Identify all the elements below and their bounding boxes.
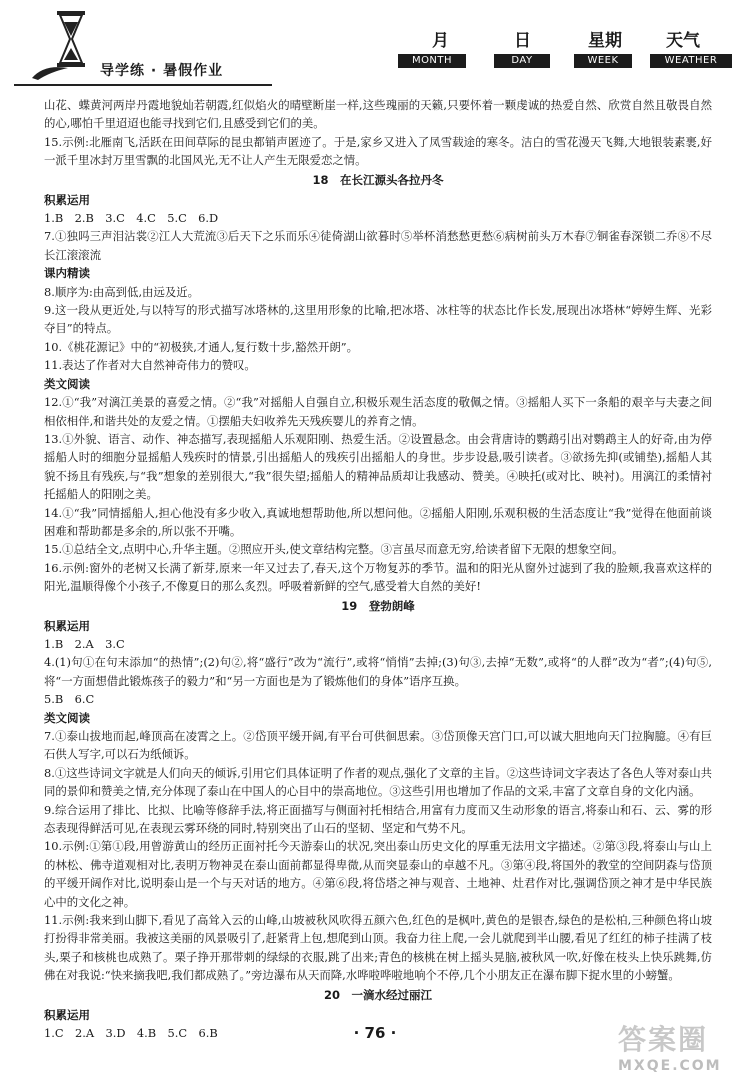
answer-paragraph: 11.表达了作者对大自然神奇伟力的赞叹。: [44, 358, 256, 373]
answer-paragraph: 1.C 2.A 3.D 4.B 5.C 6.B: [44, 1026, 218, 1041]
answer-content: [44, 96, 712, 1043]
section-heading: 类文阅读: [44, 376, 90, 391]
chapter-heading: 19 登勃朗峰: [341, 598, 415, 613]
month-label: 月: [432, 31, 449, 51]
answer-paragraph: 10.《桃花源记》中的“初极狭,才通人,复行数十步,豁然开朗”。: [44, 339, 359, 354]
answer-paragraph: 7.①独吗三声泪沾裳②江人大荒流③后天下之乐而乐④徒倚湖山欲暮时⑤举杯消愁愁更愁⑥病树前头万木春⑦铜雀春深锁二乔⑧不尽长江滚滚流: [44, 229, 712, 262]
answer-paragraph: 12.①“我”对漓江美景的喜爱之情。②“我”对摇船人自强自立,积极乐观生活态度的敬佩之情。③摇船人买下一条船的艰辛与夫妻之间相依相伴,和谐共处的友爱之情。①摆船夫妇收养先天残疾婴儿的养育之情。: [44, 395, 712, 428]
month-en: MONTH: [398, 54, 466, 68]
answer-paragraph: 11.示例:我来到山脚下,看见了高耸入云的山峰,山坡被秋风吹得五颜六色,红色的是枫叶,黄色的是银杏,绿色的是松柏,三种颜色将山坡打扮得非常美丽。我被这美丽的风景吸引了,赶紧背上包,想爬到山顶。我奋力往上爬,一会儿就爬到半山腰,看见了红红的柿子挂满了枝头,栗子和核桃也成熟了。栗子挣开那带刺的绿绿的衣服,跳了出来;青色的核桃在树上摇头晃脑,被秋风一吹,好像在枝头上快乐跳舞,仿佛在对我说:“快来摘我吧,我们都成熟了。”旁边瀑布从天而降,水哗啦哗啦地响个不停,几个小朋友正在瀑布脚下捉水里的小螃蟹。: [44, 913, 712, 983]
section-heading: 积累运用: [44, 618, 90, 633]
leaf-swoosh-icon: [30, 62, 70, 82]
watermark-url: MXQE.COM: [618, 1058, 722, 1074]
answer-paragraph: 15.示例:北雁南飞,活跃在田间草际的昆虫都销声匿迹了。于是,家乡又进入了凤雪载途的寒冬。洁白的雪花漫天飞舞,大地银装素裹,好一派千里冰封万里雪飘的北国风光,无不让人产生无限爱恋之情。: [44, 134, 712, 168]
answer-paragraph: 1.B 2.B 3.C 4.C 5.C 6.D: [44, 211, 219, 226]
answer-paragraph: 8.①这些诗词文字就是人们向天的倾诉,引用它们具体证明了作者的观点,强化了文章的主旨。②这些诗词文字表达了各色人等对泰山共同的景仰和赞美之情,充分体现了泰山在中国人的心目中的崇高地位。③这些引用也增加了作品的文采,丰富了文章自身的文化内涵。: [44, 765, 712, 799]
section-heading: 类文阅读: [44, 710, 90, 725]
weather-en: WEATHER: [650, 54, 732, 68]
page-number: · 76 ·: [353, 1024, 397, 1042]
date-english-bar: [398, 54, 732, 68]
watermark-logo: [618, 1018, 746, 1076]
answer-paragraph: 7.①泰山拔地而起,峰顶高在凌霄之上。②岱顶平缓开阔,有平台可供徊思索。③岱顶像天宫门口,可以诚大胆地向天门拉胸臆。④有巨石供人写字,可以石为纸倾诉。: [44, 729, 712, 762]
answer-paragraph: 5.B 6.C: [44, 692, 95, 707]
brand-underline: [14, 84, 272, 86]
answer-paragraph: 16.示例:窗外的老树又长满了新芽,原来一年又过去了,春天,这个万物复苏的季节。温和的阳光从窗外过滤到了我的脸颊,我喜欢这样的阳光,温顺得像个小孩子,不像夏日的那么炙烈。呼吸着新鲜的空气,感受着大自然的美好!: [44, 560, 712, 594]
week-en: WEEK: [574, 54, 632, 68]
weather-label: 天气: [666, 31, 700, 51]
watermark-text: 答案圈: [618, 1023, 709, 1056]
answer-paragraph: 8.顺序为:由高到低,由远及近。: [44, 284, 200, 299]
answer-paragraph: 10.示例:①第①段,用曾游黄山的经历正面衬托今天游泰山的状况,突出泰山历史文化的厚重无法用文字描述。②第③段,将泰山与山上的林松、佛寺道观相对比,表明万物神灵在泰山面前都显得卑微,从而突显泰山的卓越不凡。③第④段,将国外的教堂的空间阴森与岱顶的平缓开阔作对比,说明泰山是一个与天对话的地方。④第⑥段,将岱塔之神与观音、土地神、灶君作对比,强调岱顶之神才是中华民族心中的文化之神。: [44, 839, 712, 909]
answer-paragraph: 14.①“我”同情摇船人,担心他没有多少收入,真诚地想帮助他,所以想问他。②摇船人阳刚,乐观积极的生活态度让“我”觉得在他面前谈困难和帮助都是多余的,所以张不开嘴。: [44, 505, 712, 538]
answer-paragraph: 4.(1)句①在句末添加“的热情”;(2)句②,将“盛行”改为“流行”,或将“悄悄”去掉;(3)句③,去掉“无数”,或将“的人群”改为“者”;(4)句⑤,将“一方面想借此锻炼孩子的毅力”和“另一方面也是为了锻炼他们的身体”语序互换。: [44, 655, 712, 688]
brand-title: 导学练 · 暑假作业: [100, 63, 224, 79]
section-heading: 课内精读: [44, 266, 90, 281]
chapter-heading: 20 一滴水经过丽江: [323, 987, 432, 1002]
answer-paragraph: 山花、蝶黄河两岸丹霞地貌灿若朝霞,红似焰火的晴壁断崖一样,这些瑰丽的天籁,只要怀着一颗虔诚的热爱自然、欣赏自然且敬畏自然的心,哪怕千里迢迢也能寻找到它们,且感受到它们的美。: [44, 98, 712, 131]
answer-paragraph: 9.综合运用了排比、比拟、比喻等修辞手法,将正面描写与侧面衬托相结合,用富有力度而又生动形象的语言,将泰山和石、云、雾的形态表现得鲜活可见,在表现云雾环绕的同时,特别突出了山石的坚韧、坚定和气势不凡。: [44, 802, 712, 836]
chapter-heading: 18 在长江源头各拉丹冬: [312, 172, 444, 187]
hourglass-icon: [56, 10, 86, 68]
section-heading: 积累运用: [44, 1007, 90, 1022]
answer-paragraph: 15.①总结全文,点明中心,升华主题。②照应开头,使文章结构完整。③言虽尽而意无穷,给读者留下无限的想象空间。: [44, 542, 624, 557]
section-heading: 积累运用: [44, 192, 90, 207]
date-fields: [400, 26, 730, 50]
answer-paragraph: 1.B 2.A 3.C: [44, 636, 125, 651]
answer-paragraph: 13.①外貌、语言、动作、神态描写,表现摇船人乐观阳刚、热爱生活。②设置悬念。由会背唐诗的鹦鹉引出对鹦鹉主人的好奇,由为停摇船人时的细胞分显摇船人残疾时的情景,引出摇船人的残疾引出摇船人的身世。步步设悬,吸引读者。③欲扬先抑(或铺垫),摇船人其貌不扬且有残疾,与“我”想象的差别很大,“我”很失望;摇船人的精神品质却让我感动、赞美。④映托(或对比、映衬)。用漓江的柔情衬托摇船人的阳刚之美。: [44, 431, 712, 502]
day-label: 日: [514, 31, 531, 51]
day-en: DAY: [494, 54, 550, 68]
week-label: 星期: [588, 31, 622, 51]
page-header: [0, 0, 750, 88]
answer-paragraph: 9.这一段从更近处,与以特写的形式描写冰塔林的,这里用形象的比喻,把冰塔、冰柱等的状态比作长发,展现出冰塔林“婷婷生辉、光彩夺目”的特点。: [44, 303, 712, 336]
